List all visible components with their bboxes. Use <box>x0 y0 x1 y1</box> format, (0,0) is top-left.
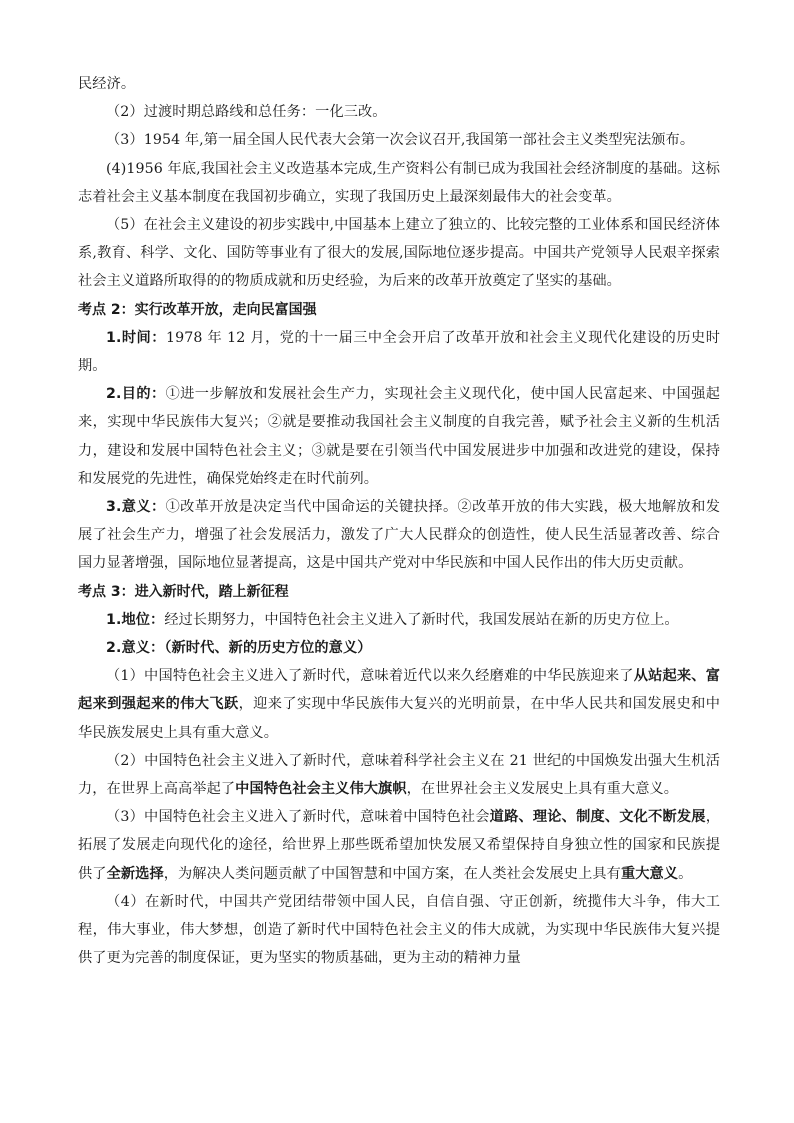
paragraph <box>78 662 720 747</box>
text-run: ，迎来了实现中华民族伟大复兴的光明前景，在中华人民共和国发展史和中华民族发展史上具有重大意义。 <box>78 696 720 741</box>
paragraph <box>78 70 720 98</box>
bold-text: 道路、理论、制度、文化不断发展 <box>489 809 706 826</box>
paragraph <box>78 126 720 154</box>
bold-text: 重大意义 <box>620 865 679 882</box>
text-run: 经过长期努力，中国特色社会主义进入了新时代，我国发展站在新的历史方位上。 <box>164 611 679 628</box>
text-run: (4)1956 年底,我国社会主义改造基本完成,生产资料公有制已成为我国社会经济制度的基础。这标志着社会主义基本制度在我国初步确立，实现了我国历史上最深刻最伟大的社会变革。 <box>78 160 720 205</box>
paragraph <box>78 98 720 126</box>
paragraph <box>78 634 720 662</box>
text-run: 。 <box>678 865 693 882</box>
bold-text: 全新选择 <box>106 865 164 882</box>
paragraph <box>78 747 720 803</box>
paragraph <box>78 211 720 296</box>
paragraph <box>78 493 720 578</box>
bold-text: 2.意义：（新时代、新的历史方位的意义） <box>106 640 372 657</box>
text-run: （3）中国特色社会主义进入了新时代，意味着中国特色社会 <box>106 809 490 826</box>
text-run: 考点 2：实行改革开放，走向民富国强 <box>78 301 317 318</box>
paragraph <box>78 155 720 211</box>
document-page <box>78 70 720 973</box>
text-run: ①改革开放是决定当代中国命运的关键抉择。②改革开放的伟大实践，极大地解放和发展了社会生产力，增强了社会发展活力，激发了广大人民群众的创造性，使人民生活显著改善、综合国力显著增强，国际地位显著提高，这是中国共产党对中华民族和中国人民作出的伟大历史贡献。 <box>78 499 720 572</box>
bold-text: 1.时间： <box>106 329 166 346</box>
text-run: （3）1954 年,第一届全国人民代表大会第一次会议召开,我国第一部社会主义类型宪法颁布。 <box>106 132 695 149</box>
text-run: （4）在新时代，中国共产党团结带领中国人民，自信自强、守正创新，统揽伟大斗争，伟大工程，伟大事业，伟大梦想，创造了新时代中国特色社会主义的伟大成就，为实现中华民族伟大复兴提供了更为完善的制度保证，更为坚实的物质基础，更为主动的精神力量 <box>78 893 720 967</box>
paragraph <box>78 324 720 380</box>
paragraph <box>78 803 720 888</box>
text-run: 民经济。 <box>78 76 136 92</box>
paragraph <box>78 606 720 634</box>
bold-text: 1.地位： <box>106 611 165 628</box>
text-run: ，为解决人类问题贡献了中国智慧和中国方案，在人类社会发展史上具有 <box>163 865 621 882</box>
paragraph <box>78 888 720 973</box>
text-run: 1978 年 12 月，党的十一届三中全会开启了改革开放和社会主义现代化建设的历史时期。 <box>78 329 721 375</box>
paragraph <box>78 380 720 493</box>
text-run: ，拓展了发展走向现代化的途径，给世界上那些既希望加快发展又希望保持自身独立性的国家和民族提供了 <box>78 809 720 882</box>
text-run: ，在世界社会主义发展史上具有重大意义。 <box>406 781 679 798</box>
text-run: （5）在社会主义建设的初步实践中,中国基本上建立了独立的、比较完整的工业体系和国民经济体系,教育、科学、文化、国防等事业有了很大的发展,国际地位逐步提高。中国共产党领导人民艰辛探索社会主义道路所取得的的物质成就和历史经验，为后来的改革开放奠定了坚实的基础。 <box>78 217 720 290</box>
section-heading <box>78 578 720 606</box>
text-run: （1）中国特色社会主义进入了新时代，意味着近代以来久经磨难的中华民族迎来了 <box>106 668 634 685</box>
bold-text: 从站起来、富起来到强起来的伟大飞跃 <box>78 668 720 713</box>
text-run: 考点 3：进入新时代，踏上新征程 <box>78 583 289 600</box>
bold-text: 3.意义： <box>106 499 166 516</box>
section-heading <box>78 296 720 324</box>
text-run: ①进一步解放和发展社会生产力，实现社会主义现代化，使中国人民富起来、中国强起来，实现中华民族伟大复兴；②就是要推动我国社会主义制度的自我完善，赋予社会主义新的生机活力，建设和发展中国特色社会主义；③就是要在引领当代中国发展进步中加强和改进党的建设，保持和发展党的先进性，确保党始终走在时代前列。 <box>78 386 720 487</box>
text-run: （2）中国特色社会主义进入了新时代，意味着科学社会主义在 21 世纪的中国焕发出强大生机活力，在世界上高高举起了 <box>78 752 720 798</box>
bold-text: 2.目的： <box>106 386 166 403</box>
bold-text: 中国特色社会主义伟大旗帜 <box>235 781 407 798</box>
text-run: （2）过渡时期总路线和总任务：一化三改。 <box>106 104 387 121</box>
